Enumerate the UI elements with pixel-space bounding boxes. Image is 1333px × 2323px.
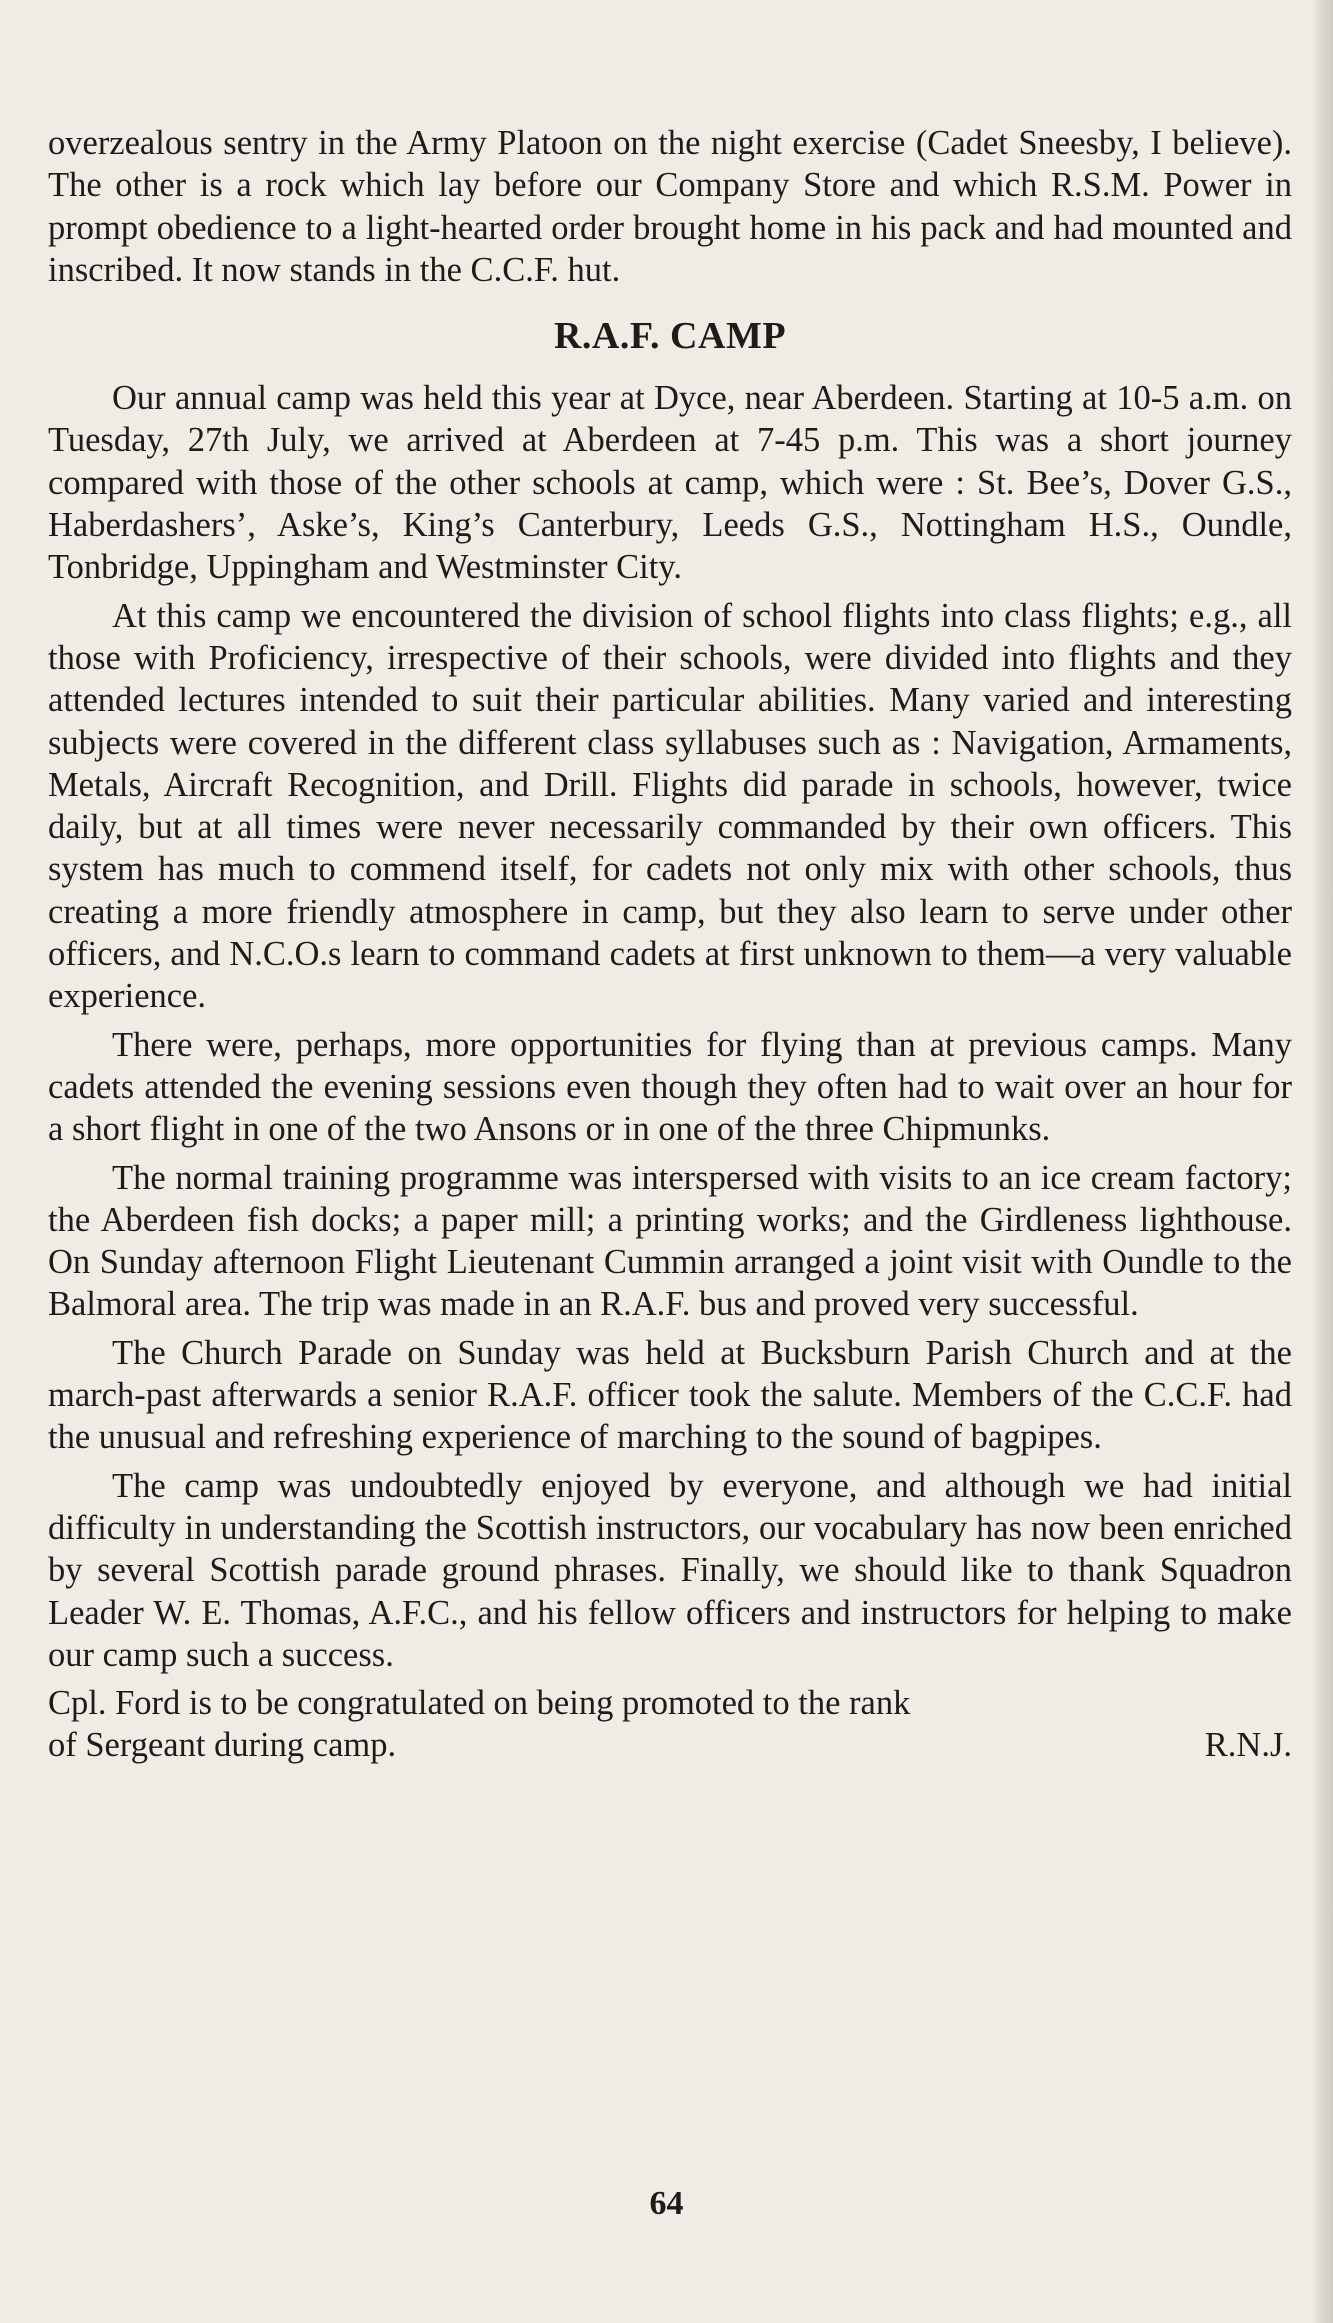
closing-line-2: of Sergeant during camp.: [48, 1726, 397, 1765]
closing-signature-line: [48, 1724, 1292, 1766]
paragraph-class-flights: At this camp we encountered the division of school flights into class flights; e.g., all those with Proficiency, irrespective of their schools, were divided into flights and they attended lectures intended to suit their particular abilities. Many varied and interesting subjects were covered in the different class syllabuses such as : Navigation, Armaments, Metals, Aircraft Recognition, and Drill. Flights did parade in schools, however, twice daily, but at all times were never necessarily commanded by their own officers. This system has much to commend itself, for cadets not only mix with other schools, thus creating a more friendly atmosphere in camp, but they also learn to serve under other officers, and N.C.O.s learn to command cadets at first unknown to them—a very valuable experience.: [48, 596, 1292, 1016]
paragraph-visits: The normal training programme was interspersed with visits to an ice cream factory; the Aberdeen fish docks; a paper mill; a printing works; and the Girdleness lighthouse. On Sunday afternoon Flight Lieutenant Cummin arranged a joint visit with Oundle to the Balmoral area. The trip was made in an R.A.F. bus and proved very successful.: [48, 1158, 1292, 1324]
paragraph-flying: There were, perhaps, more opportunities for flying than at previous camps. Many cadets attended the evening sessions even though they often had to wait over an hour for a short flight in one of the two Ansons or in one of the three Chipmunks.: [48, 1025, 1292, 1149]
paragraph-conclusion: The camp was undoubtedly enjoyed by everyone, and although we had initial difficulty in understanding the Scottish instructors, our vocabulary has now been enriched by several Scottish parade ground phrases. Finally, we should like to thank Squadron Leader W. E. Thomas, A.F.C., and his fellow officers and instructors for helping to make our camp such a success.: [48, 1466, 1292, 1674]
closing-line-1: Cpl. Ford is to be congratulated on being promoted to the rank: [48, 1684, 911, 1723]
paragraph-church-parade: The Church Parade on Sunday was held at Bucksburn Parish Church and at the march-past afterwards a senior R.A.F. officer took the salute. Members of the C.C.F. had the unusual and refreshing experience of marching to the sound of bagpipes.: [48, 1333, 1292, 1457]
intro-paragraph: overzealous sentry in the Army Platoon on the night exercise (Cadet Sneesby, I believe). The other is a rock which lay before our Company Store and which R.S.M. Power in prompt obedience to a light-hearted order brought home in his pack and had mounted and inscribed. It now stands in the C.C.F. hut.: [48, 124, 1292, 289]
page-number: 64: [649, 2185, 684, 2222]
page-edge-shadow: [1311, 0, 1333, 2323]
author-signature: R.N.J.: [1204, 1726, 1292, 1765]
section-heading: R.A.F. CAMP: [553, 315, 787, 358]
paragraph-travel: Our annual camp was held this year at Dyce, near Aberdeen. Starting at 10-5 a.m. on Tuesday, 27th July, we arrived at Aberdeen at 7-45 p.m. This was a short journey compared with those of the other schools at camp, which were : St. Bee’s, Dover G.S., Haberdashers’, Aske’s, King’s Canterbury, Leeds G.S., Nottingham H.S., Oundle, Tonbridge, Uppingham and Westminster City.: [48, 379, 1292, 587]
article-body: [48, 122, 1292, 1767]
